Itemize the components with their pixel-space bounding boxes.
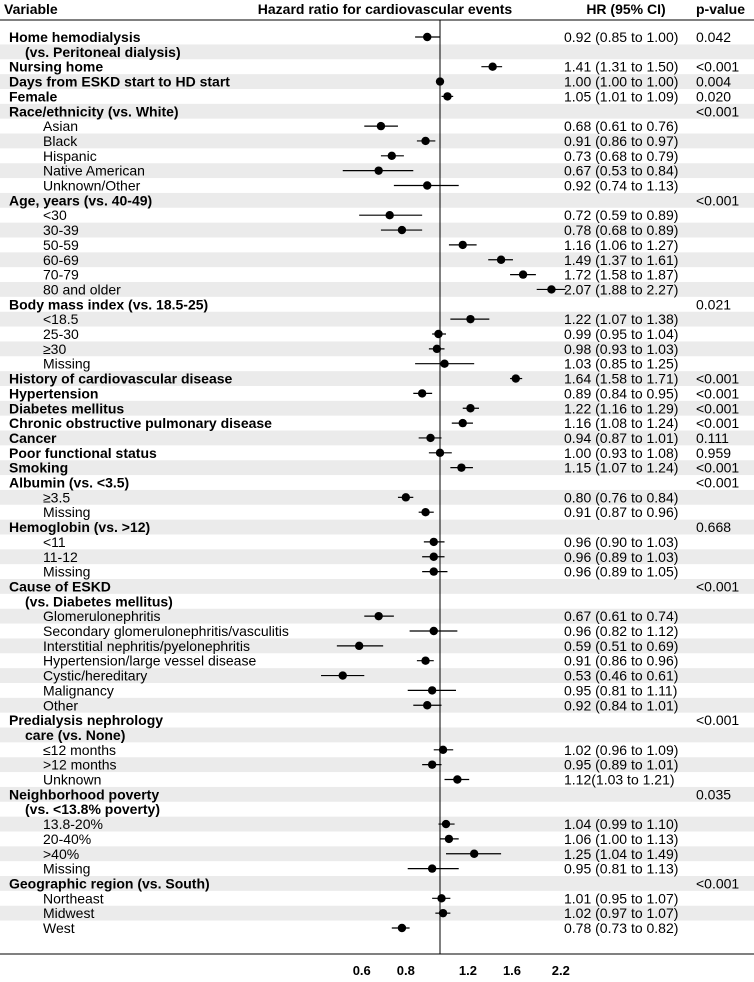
hr-ci-value: 0.73 (0.68 to 0.79) — [564, 147, 679, 164]
hr-point — [388, 152, 396, 160]
row-label: Midwest — [43, 905, 95, 922]
hr-ci-value: 1.05 (1.01 to 1.09) — [564, 88, 679, 105]
row-label: Days from ESKD start to HD start — [9, 73, 230, 90]
row-label: care (vs. None) — [25, 726, 126, 743]
hr-point — [385, 211, 393, 219]
hr-ci-value: 0.78 (0.68 to 0.89) — [564, 222, 679, 239]
hr-point — [466, 315, 474, 323]
hr-point — [423, 181, 431, 189]
row-label: Geographic region (vs. South) — [9, 875, 210, 892]
hr-point — [459, 241, 467, 249]
hr-ci-value: 0.72 (0.59 to 0.89) — [564, 207, 679, 224]
p-value: 0.004 — [696, 73, 732, 90]
hr-point — [519, 270, 527, 278]
p-value: <0.001 — [696, 58, 740, 75]
row-label: Other — [43, 697, 79, 714]
row-label: Missing — [43, 563, 91, 580]
row-label: Northeast — [43, 890, 104, 907]
hr-ci-value: 0.80 (0.76 to 0.84) — [564, 489, 679, 506]
hr-ci-value: 0.91 (0.87 to 0.96) — [564, 504, 679, 521]
row-label: 20-40% — [43, 830, 92, 847]
row-label: (vs. Diabetes mellitus) — [25, 593, 173, 610]
row-label: ≤12 months — [43, 741, 117, 758]
hr-point — [436, 449, 444, 457]
hr-point — [430, 538, 438, 546]
p-value: <0.001 — [696, 875, 740, 892]
hr-ci-value: 0.98 (0.93 to 1.03) — [564, 340, 679, 357]
row-label: 80 and older — [43, 281, 121, 298]
row-label: Albumin (vs. <3.5) — [9, 474, 130, 491]
hr-ci-value: 0.96 (0.89 to 1.05) — [564, 563, 679, 580]
hr-point — [547, 285, 555, 293]
hr-point — [442, 820, 450, 828]
row-label: Interstitial nephritis/pyelonephritis — [43, 637, 250, 654]
row-label: 50-59 — [43, 236, 79, 253]
hr-ci-value: 1.16 (1.08 to 1.24) — [564, 415, 679, 432]
hr-point — [423, 701, 431, 709]
hr-point — [430, 567, 438, 575]
header-variable: Variable — [4, 1, 58, 17]
hr-point — [437, 894, 445, 902]
hr-ci-value: 1.00 (1.00 to 1.00) — [564, 73, 679, 90]
row-label: Body mass index (vs. 18.5-25) — [9, 296, 209, 313]
row-label: Hypertension — [9, 385, 99, 402]
hr-ci-value: 2.07 (1.88 to 2.27) — [564, 281, 679, 298]
hr-point — [428, 760, 436, 768]
hr-ci-value: 1.25 (1.04 to 1.49) — [564, 845, 679, 862]
hr-ci-value: 1.22 (1.07 to 1.38) — [564, 311, 679, 328]
hr-ci-value: 1.15 (1.07 to 1.24) — [564, 459, 679, 476]
row-label: Native American — [43, 162, 145, 179]
hr-point — [443, 92, 451, 100]
hr-point — [453, 775, 461, 783]
hr-ci-value: 0.89 (0.84 to 0.95) — [564, 385, 679, 402]
hr-ci-value: 0.92 (0.85 to 1.00) — [564, 29, 679, 45]
row-label: Cause of ESKD — [9, 578, 111, 595]
hr-ci-value: 0.96 (0.82 to 1.12) — [564, 623, 679, 639]
row-label: <11 — [43, 533, 66, 550]
row-label: Diabetes mellitus — [9, 400, 125, 417]
row-label: Asian — [43, 118, 79, 135]
p-value: <0.001 — [696, 370, 740, 387]
hr-ci-value: 1.22 (1.16 to 1.29) — [564, 400, 679, 417]
p-value: 0.035 — [696, 786, 732, 803]
hr-point — [457, 463, 465, 471]
hr-point — [402, 493, 410, 501]
hr-point — [436, 77, 444, 85]
header-hazard-ratio: Hazard ratio for cardiovascular events — [257, 1, 513, 17]
row-label: Unknown/Other — [43, 177, 141, 194]
row-label: 70-79 — [43, 266, 79, 283]
hr-ci-value: 1.03 (0.85 to 1.25) — [564, 355, 679, 372]
hr-ci-value: 1.72 (1.58 to 1.87) — [564, 266, 679, 283]
row-shade — [0, 579, 754, 594]
hr-ci-value: 1.64 (1.58 to 1.71) — [564, 370, 679, 387]
p-value: <0.001 — [696, 415, 740, 432]
hr-ci-value: 1.12(1.03 to 1.21) — [564, 771, 675, 788]
hr-ci-value: 0.92 (0.84 to 1.01) — [564, 697, 679, 714]
hr-point — [430, 553, 438, 561]
x-axis-ticks — [353, 963, 570, 978]
row-label: Poor functional status — [9, 444, 157, 461]
row-label: >12 months — [43, 756, 117, 773]
hr-ci-value: 0.95 (0.89 to 1.01) — [564, 756, 679, 773]
row-label: Missing — [43, 504, 91, 521]
hr-point — [421, 508, 429, 516]
hr-point — [433, 345, 441, 353]
hr-point — [339, 671, 347, 679]
hr-ci-value: 1.06 (1.00 to 1.13) — [564, 830, 679, 847]
p-value: 0.111 — [696, 429, 729, 446]
row-label: (vs. Peritoneal dialysis) — [25, 43, 181, 60]
row-label: 25-30 — [43, 326, 79, 342]
p-value: 0.020 — [696, 88, 732, 105]
hr-ci-value: 1.01 (0.95 to 1.07) — [564, 890, 679, 907]
row-label: <30 — [43, 207, 67, 224]
row-label: Unknown — [43, 771, 102, 788]
p-value: 0.959 — [696, 444, 732, 461]
row-label: Female — [9, 88, 58, 105]
p-value: <0.001 — [696, 578, 740, 595]
hr-ci-value: 0.94 (0.87 to 1.01) — [564, 429, 679, 446]
p-value: <0.001 — [696, 400, 740, 417]
hr-point — [488, 62, 496, 70]
row-label: Age, years (vs. 40-49) — [9, 192, 153, 209]
hr-point — [466, 404, 474, 412]
row-label: Black — [43, 132, 78, 149]
hr-point — [430, 627, 438, 635]
hr-ci-value: 0.53 (0.46 to 0.61) — [564, 667, 679, 684]
hr-point — [421, 137, 429, 145]
hr-point — [398, 226, 406, 234]
row-label: ≥30 — [43, 340, 67, 357]
row-label: Malignancy — [43, 682, 114, 699]
hr-ci-value: 0.99 (0.95 to 1.04) — [564, 326, 679, 342]
row-label: History of cardiovascular disease — [9, 370, 233, 387]
row-label: <18.5 — [43, 311, 79, 328]
hr-ci-value: 1.16 (1.06 to 1.27) — [564, 236, 679, 253]
hr-point — [497, 256, 505, 264]
row-label: Hispanic — [43, 147, 97, 164]
row-label: Hemoglobin (vs. >12) — [9, 519, 151, 536]
row-label: Cystic/hereditary — [43, 667, 148, 684]
p-value: <0.001 — [696, 474, 740, 491]
hr-point — [423, 33, 431, 41]
hr-point — [445, 835, 453, 843]
hr-ci-value: 0.95 (0.81 to 1.13) — [564, 860, 679, 877]
row-label: ≥3.5 — [43, 489, 71, 506]
hr-point — [434, 330, 442, 338]
hr-ci-value: 0.91 (0.86 to 0.96) — [564, 652, 679, 669]
hr-point — [355, 642, 363, 650]
hr-ci-value: 0.96 (0.89 to 1.03) — [564, 548, 679, 565]
row-label: Neighborhood poverty — [9, 786, 160, 803]
row-label: 60-69 — [43, 251, 79, 268]
row-label: Nursing home — [9, 58, 104, 75]
p-value: <0.001 — [696, 385, 740, 402]
hr-point — [428, 686, 436, 694]
hr-ci-value: 1.02 (0.97 to 1.07) — [564, 905, 679, 922]
hr-ci-value: 1.41 (1.31 to 1.50) — [564, 58, 679, 75]
hr-ci-value: 0.95 (0.81 to 1.11) — [564, 682, 678, 699]
p-value: <0.001 — [696, 192, 740, 209]
x-tick-label: 1.2 — [458, 963, 477, 978]
header-pvalue: p-value — [696, 1, 746, 17]
hr-ci-value: 0.78 (0.73 to 0.82) — [564, 920, 679, 936]
x-tick-label: 0.8 — [396, 963, 415, 978]
row-label: Glomerulonephritis — [43, 608, 161, 625]
hr-ci-value: 0.96 (0.90 to 1.03) — [564, 533, 679, 550]
x-tick-label: 0.6 — [352, 963, 371, 978]
hr-point — [470, 850, 478, 858]
hr-point — [512, 374, 520, 382]
hr-ci-value: 1.49 (1.37 to 1.61) — [564, 251, 679, 268]
row-label: Missing — [43, 860, 91, 877]
p-value: 0.668 — [696, 519, 732, 536]
row-label: Hypertension/large vessel disease — [43, 652, 257, 669]
hr-point — [374, 612, 382, 620]
p-value: <0.001 — [696, 459, 740, 476]
x-tick-label: 1.6 — [502, 963, 522, 978]
hr-point — [440, 360, 448, 368]
hr-ci-value: 0.67 (0.53 to 0.84) — [564, 162, 679, 179]
hr-point — [439, 746, 447, 754]
hr-point — [418, 389, 426, 397]
hr-point — [439, 909, 447, 917]
p-value: <0.001 — [696, 712, 740, 729]
hr-ci-value: 1.00 (0.93 to 1.08) — [564, 444, 679, 461]
hr-ci-value: 0.67 (0.61 to 0.74) — [564, 608, 679, 625]
hr-point — [428, 864, 436, 872]
hr-ci-value: 0.59 (0.51 to 0.69) — [564, 637, 679, 654]
hr-ci-value: 0.68 (0.61 to 0.76) — [564, 118, 679, 135]
row-label: (vs. <13.8% poverty) — [25, 801, 161, 818]
row-label: Smoking — [9, 459, 69, 476]
header-hr-ci: HR (95% CI) — [586, 1, 666, 17]
row-label: Chronic obstructive pulmonary disease — [9, 415, 272, 432]
row-label: West — [43, 920, 75, 936]
row-label: Missing — [43, 355, 91, 372]
row-label: Secondary glomerulonephritis/vasculitis — [43, 623, 289, 639]
row-label: Race/ethnicity (vs. White) — [9, 103, 179, 120]
hr-point — [426, 434, 434, 442]
p-value: 0.021 — [696, 296, 732, 313]
row-label: Cancer — [9, 429, 57, 446]
hr-ci-value: 1.04 (0.99 to 1.10) — [564, 816, 679, 833]
row-label: >40% — [43, 845, 80, 862]
p-value: <0.001 — [696, 103, 740, 120]
hr-ci-value: 0.91 (0.86 to 0.97) — [564, 132, 679, 149]
row-label: Predialysis nephrology — [9, 712, 164, 729]
x-tick-label: 2.2 — [551, 963, 570, 978]
hr-point — [421, 657, 429, 665]
row-label: 11-12 — [43, 548, 78, 565]
hr-ci-value: 0.92 (0.74 to 1.13) — [564, 177, 679, 194]
hr-point — [374, 166, 382, 174]
hr-point — [398, 924, 406, 932]
hr-ci-value: 1.02 (0.96 to 1.09) — [564, 741, 679, 758]
row-label: 30-39 — [43, 222, 79, 239]
row-label: 13.8-20% — [43, 816, 103, 833]
hr-point — [377, 122, 385, 130]
row-label: Home hemodialysis — [9, 29, 141, 45]
hr-point — [459, 419, 467, 427]
p-value: 0.042 — [696, 29, 732, 45]
